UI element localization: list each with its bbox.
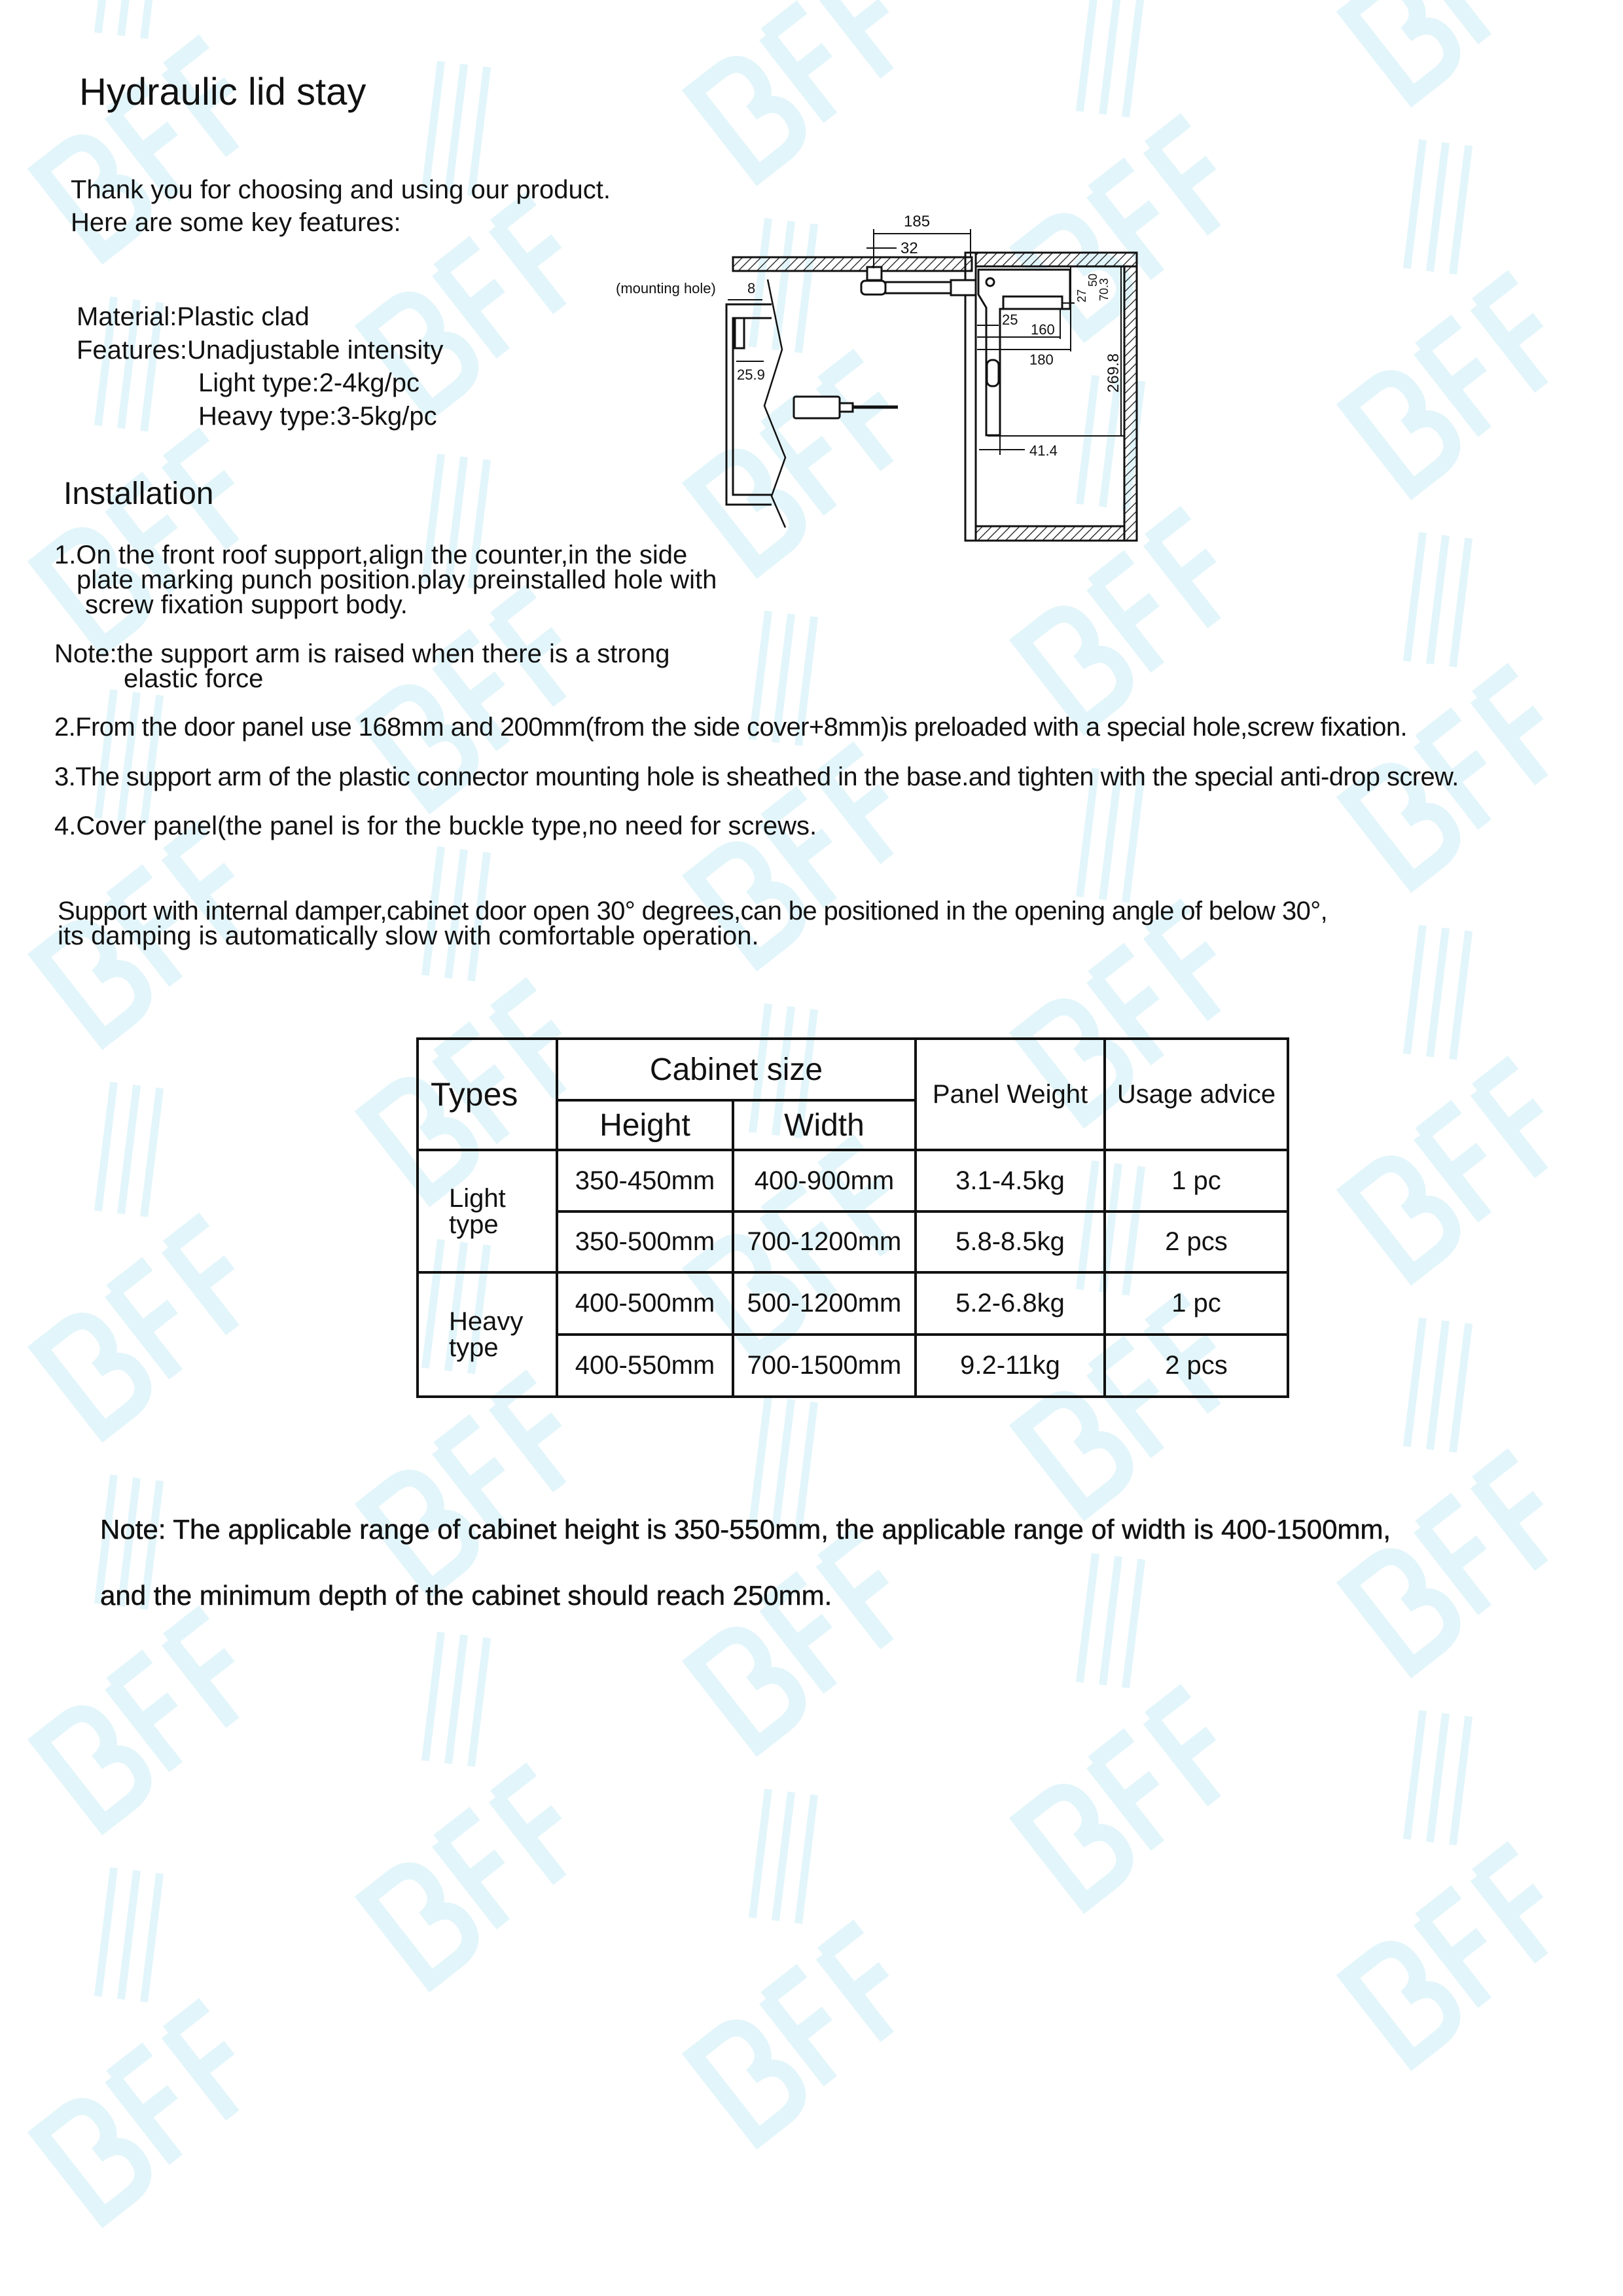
step-1-line: screw fixation support body.	[85, 590, 408, 619]
cell-usage: 2 pcs	[1105, 1335, 1288, 1397]
type-heavy	[418, 1272, 557, 1397]
cell-width: 700-1500mm	[733, 1335, 916, 1397]
cell-weight: 5.8-8.5kg	[916, 1211, 1105, 1272]
installation-diagram	[609, 196, 1152, 550]
table-row	[418, 1150, 1288, 1211]
dim-25: 25	[1002, 312, 1018, 328]
dim-32: 32	[901, 240, 918, 257]
dim-50: 50	[1086, 273, 1099, 287]
step-1-line: plate marking punch position.play preinstalled hole with	[77, 565, 717, 594]
type-light	[418, 1150, 557, 1272]
dim-8: 8	[747, 280, 756, 296]
cell-usage: 1 pc	[1105, 1272, 1288, 1335]
header-types: Types	[418, 1039, 557, 1150]
header-usage-advice: Usage advice	[1105, 1039, 1288, 1150]
note-line: elastic force	[124, 664, 264, 693]
intro-line: Here are some key features:	[71, 208, 401, 237]
feature-heavy-type: Heavy type:3-5kg/pc	[198, 402, 437, 431]
cell-weight: 9.2-11kg	[916, 1335, 1105, 1397]
cell-usage: 2 pcs	[1105, 1211, 1288, 1272]
cell-width: 400-900mm	[733, 1150, 916, 1211]
type-label: Heavy	[449, 1307, 524, 1336]
cell-weight: 5.2-6.8kg	[916, 1272, 1105, 1335]
mounting-hole-label: (mounting hole)	[616, 280, 716, 296]
step-2: 2.From the door panel use 168mm and 200mm(from the side cover+8mm)is preloaded with a special hole,screw fixation.	[54, 713, 1408, 742]
step-4: 4.Cover panel(the panel is for the buckle type,no need for screws.	[54, 812, 817, 840]
header-panel-weight: Panel Weight	[916, 1039, 1105, 1150]
side-panel	[726, 279, 785, 528]
dim-269-8: 269.8	[1105, 353, 1122, 393]
header-cabinet-size: Cabinet size	[557, 1039, 916, 1100]
cell-height: 350-450mm	[557, 1150, 733, 1211]
cell-usage: 1 pc	[1105, 1150, 1288, 1211]
dim-41-4: 41.4	[1029, 442, 1058, 459]
feature-material: Material:Plastic clad	[77, 302, 310, 331]
feature-light-type: Light type:2-4kg/pc	[198, 368, 419, 397]
step-3: 3.The support arm of the plastic connector mounting hole is sheathed in the base.and tighten with the special anti-drop screw.	[54, 762, 1459, 791]
intro-line: Thank you for choosing and using our product.	[71, 175, 611, 204]
type-label: type	[449, 1210, 499, 1239]
damper-description: Support with internal damper,cabinet door open 30° degrees,can be positioned in the opening angle of below 30°,	[58, 897, 1328, 925]
header-width: Width	[733, 1100, 916, 1150]
installation-heading: Installation	[63, 476, 214, 511]
damper-description: its damping is automatically slow with comfortable operation.	[58, 922, 759, 950]
page-title: Hydraulic lid stay	[79, 71, 366, 113]
header-height: Height	[557, 1100, 733, 1150]
feature-intensity: Features:Unadjustable intensity	[77, 336, 444, 365]
dim-70-3: 70.3	[1097, 278, 1111, 301]
cell-width: 500-1200mm	[733, 1272, 916, 1335]
type-label: type	[449, 1333, 499, 1362]
dim-25-9: 25.9	[737, 367, 765, 383]
type-label: Light	[449, 1183, 506, 1213]
dim-27: 27	[1075, 289, 1088, 302]
lid-panel	[733, 257, 972, 271]
dim-160: 160	[1031, 321, 1055, 338]
spec-table	[416, 1037, 1289, 1398]
cell-height: 350-500mm	[557, 1211, 733, 1272]
note-line: Note:the support arm is raised when there is a strong	[54, 639, 670, 668]
footnote-line: Note: The applicable range of cabinet height is 350-550mm, the applicable range of width is 400-1500mm,	[100, 1514, 1391, 1545]
step-1-line: 1.On the front roof support,align the counter,in the side	[54, 541, 688, 569]
cell-height: 400-500mm	[557, 1272, 733, 1335]
cell-width: 700-1200mm	[733, 1211, 916, 1272]
cell-height: 400-550mm	[557, 1335, 733, 1397]
dim-185: 185	[904, 213, 931, 230]
table-row	[418, 1272, 1288, 1335]
screwdriver-icon	[794, 397, 898, 418]
footnote-line: and the minimum depth of the cabinet should reach 250mm.	[100, 1580, 832, 1611]
cell-weight: 3.1-4.5kg	[916, 1150, 1105, 1211]
dim-180: 180	[1029, 351, 1054, 368]
